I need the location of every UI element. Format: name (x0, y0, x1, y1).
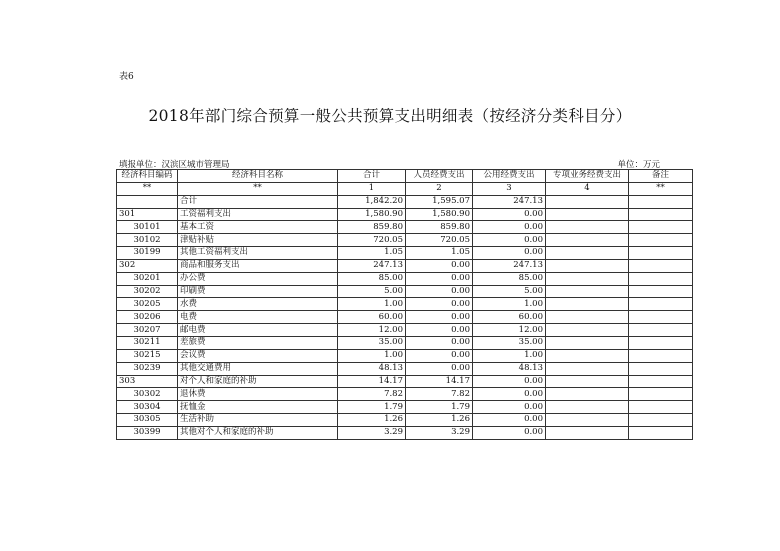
cell-name: 其他对个人和家庭的补助 (178, 426, 338, 439)
cell-name: 合计 (178, 195, 338, 208)
cell-special (546, 311, 629, 324)
index-cell: 1 (338, 182, 406, 195)
cell-public: 35.00 (473, 336, 546, 349)
cell-note (629, 426, 693, 439)
cell-public: 60.00 (473, 311, 546, 324)
cell-special (546, 259, 629, 272)
cell-code: 30302 (117, 388, 178, 401)
cell-note (629, 336, 693, 349)
cell-name: 其他交通费用 (178, 362, 338, 375)
cell-note (629, 388, 693, 401)
cell-special (546, 324, 629, 337)
cell-name: 水费 (178, 298, 338, 311)
index-row (117, 182, 693, 195)
cell-code: 30101 (117, 221, 178, 234)
cell-special (546, 221, 629, 234)
index-cell: 3 (473, 182, 546, 195)
header-special: 专项业务经费支出 (546, 170, 629, 183)
cell-special (546, 349, 629, 362)
cell-code: 30239 (117, 362, 178, 375)
table-row (117, 349, 693, 362)
cell-public: 48.13 (473, 362, 546, 375)
cell-name: 商品和服务支出 (178, 259, 338, 272)
cell-special (546, 285, 629, 298)
cell-total: 1.79 (338, 401, 406, 414)
cell-personnel: 0.00 (406, 272, 473, 285)
cell-public: 0.00 (473, 208, 546, 221)
table-row (117, 285, 693, 298)
cell-public: 0.00 (473, 221, 546, 234)
reporting-unit-label: 填报单位：汉滨区城市管理局 (119, 160, 230, 170)
cell-note (629, 375, 693, 388)
cell-personnel: 1,580.90 (406, 208, 473, 221)
cell-note (629, 349, 693, 362)
cell-name: 基本工资 (178, 221, 338, 234)
cell-code: 30304 (117, 401, 178, 414)
cell-name: 邮电费 (178, 324, 338, 337)
table-row (117, 195, 693, 208)
table-body (117, 195, 693, 439)
cell-total: 1,580.90 (338, 208, 406, 221)
cell-name: 差旅费 (178, 336, 338, 349)
cell-note (629, 259, 693, 272)
cell-personnel: 0.00 (406, 336, 473, 349)
cell-total: 1.26 (338, 414, 406, 427)
cell-code: 301 (117, 208, 178, 221)
table-row (117, 375, 693, 388)
cell-total: 1,842.20 (338, 195, 406, 208)
cell-note (629, 272, 693, 285)
cell-note (629, 208, 693, 221)
cell-special (546, 208, 629, 221)
table-row (117, 401, 693, 414)
cell-special (546, 272, 629, 285)
cell-public: 247.13 (473, 195, 546, 208)
cell-total: 1.05 (338, 247, 406, 260)
cell-total: 720.05 (338, 234, 406, 247)
cell-note (629, 401, 693, 414)
cell-note (629, 324, 693, 337)
cell-code: 30205 (117, 298, 178, 311)
cell-special (546, 336, 629, 349)
cell-name: 工资福利支出 (178, 208, 338, 221)
table-row (117, 324, 693, 337)
cell-personnel: 0.00 (406, 259, 473, 272)
cell-note (629, 285, 693, 298)
index-cell: ** (178, 182, 338, 195)
cell-note (629, 362, 693, 375)
cell-public: 0.00 (473, 426, 546, 439)
cell-personnel: 859.80 (406, 221, 473, 234)
cell-special (546, 234, 629, 247)
cell-special (546, 426, 629, 439)
cell-note (629, 311, 693, 324)
index-cell: ** (629, 182, 693, 195)
cell-total: 1.00 (338, 349, 406, 362)
cell-public: 0.00 (473, 375, 546, 388)
table-row (117, 208, 693, 221)
cell-name: 会议费 (178, 349, 338, 362)
cell-total: 859.80 (338, 221, 406, 234)
cell-total: 85.00 (338, 272, 406, 285)
table-row (117, 272, 693, 285)
cell-public: 5.00 (473, 285, 546, 298)
index-cell: ** (117, 182, 178, 195)
table-row (117, 259, 693, 272)
cell-note (629, 234, 693, 247)
cell-total: 48.13 (338, 362, 406, 375)
index-cell: 2 (406, 182, 473, 195)
table-row (117, 221, 693, 234)
cell-name: 退休费 (178, 388, 338, 401)
cell-code: 30399 (117, 426, 178, 439)
cell-special (546, 388, 629, 401)
header-row (117, 170, 693, 183)
cell-public: 85.00 (473, 272, 546, 285)
cell-total: 14.17 (338, 375, 406, 388)
cell-personnel: 0.00 (406, 362, 473, 375)
cell-code: 30202 (117, 285, 178, 298)
header-personnel: 人员经费支出 (406, 170, 473, 183)
cell-code: 30211 (117, 336, 178, 349)
cell-public: 0.00 (473, 234, 546, 247)
cell-special (546, 414, 629, 427)
cell-special (546, 298, 629, 311)
cell-name: 抚恤金 (178, 401, 338, 414)
cell-note (629, 414, 693, 427)
cell-personnel: 0.00 (406, 298, 473, 311)
cell-total: 1.00 (338, 298, 406, 311)
cell-code: 302 (117, 259, 178, 272)
cell-code: 30207 (117, 324, 178, 337)
cell-code: 30215 (117, 349, 178, 362)
cell-name: 印刷费 (178, 285, 338, 298)
cell-personnel: 0.00 (406, 285, 473, 298)
cell-name: 办公费 (178, 272, 338, 285)
cell-total: 12.00 (338, 324, 406, 337)
cell-public: 247.13 (473, 259, 546, 272)
cell-public: 1.00 (473, 349, 546, 362)
cell-public: 1.00 (473, 298, 546, 311)
cell-total: 5.00 (338, 285, 406, 298)
cell-code: 30201 (117, 272, 178, 285)
cell-total: 3.29 (338, 426, 406, 439)
cell-code (117, 195, 178, 208)
cell-personnel: 14.17 (406, 375, 473, 388)
cell-special (546, 401, 629, 414)
cell-personnel: 0.00 (406, 311, 473, 324)
index-cell: 4 (546, 182, 629, 195)
table-row (117, 247, 693, 260)
table-row (117, 298, 693, 311)
cell-name: 对个人和家庭的补助 (178, 375, 338, 388)
cell-special (546, 195, 629, 208)
cell-personnel: 720.05 (406, 234, 473, 247)
cell-code: 303 (117, 375, 178, 388)
cell-name: 生活补助 (178, 414, 338, 427)
cell-note (629, 247, 693, 260)
table-row (117, 414, 693, 427)
table-number-label: 表6 (119, 72, 134, 82)
cell-total: 247.13 (338, 259, 406, 272)
cell-personnel: 7.82 (406, 388, 473, 401)
cell-special (546, 375, 629, 388)
cell-code: 30199 (117, 247, 178, 260)
cell-note (629, 221, 693, 234)
cell-personnel: 3.29 (406, 426, 473, 439)
cell-public: 0.00 (473, 401, 546, 414)
cell-note (629, 195, 693, 208)
cell-name: 津贴补贴 (178, 234, 338, 247)
cell-personnel: 0.00 (406, 324, 473, 337)
header-name: 经济科目名称 (178, 170, 338, 183)
table-row (117, 362, 693, 375)
cell-public: 0.00 (473, 388, 546, 401)
cell-code: 30305 (117, 414, 178, 427)
expenditure-table (116, 169, 693, 440)
header-code: 经济科目编码 (117, 170, 178, 183)
header-public: 公用经费支出 (473, 170, 546, 183)
cell-public: 0.00 (473, 247, 546, 260)
cell-total: 7.82 (338, 388, 406, 401)
cell-note (629, 298, 693, 311)
table-row (117, 336, 693, 349)
cell-name: 其他工资福利支出 (178, 247, 338, 260)
header-note: 备注 (629, 170, 693, 183)
cell-personnel: 0.00 (406, 349, 473, 362)
currency-unit-label: 单位：万元 (617, 160, 660, 170)
cell-personnel: 1.79 (406, 401, 473, 414)
cell-name: 电费 (178, 311, 338, 324)
table-row (117, 426, 693, 439)
header-total: 合计 (338, 170, 406, 183)
cell-special (546, 247, 629, 260)
page-title: 2018年部门综合预算一般公共预算支出明细表（按经济分类科目分） (148, 107, 632, 125)
cell-code: 30206 (117, 311, 178, 324)
cell-public: 0.00 (473, 414, 546, 427)
cell-personnel: 1.05 (406, 247, 473, 260)
table-row (117, 388, 693, 401)
table-row (117, 234, 693, 247)
table-row (117, 311, 693, 324)
cell-public: 12.00 (473, 324, 546, 337)
cell-personnel: 1.26 (406, 414, 473, 427)
cell-total: 60.00 (338, 311, 406, 324)
cell-personnel: 1,595.07 (406, 195, 473, 208)
cell-special (546, 362, 629, 375)
cell-code: 30102 (117, 234, 178, 247)
cell-total: 35.00 (338, 336, 406, 349)
